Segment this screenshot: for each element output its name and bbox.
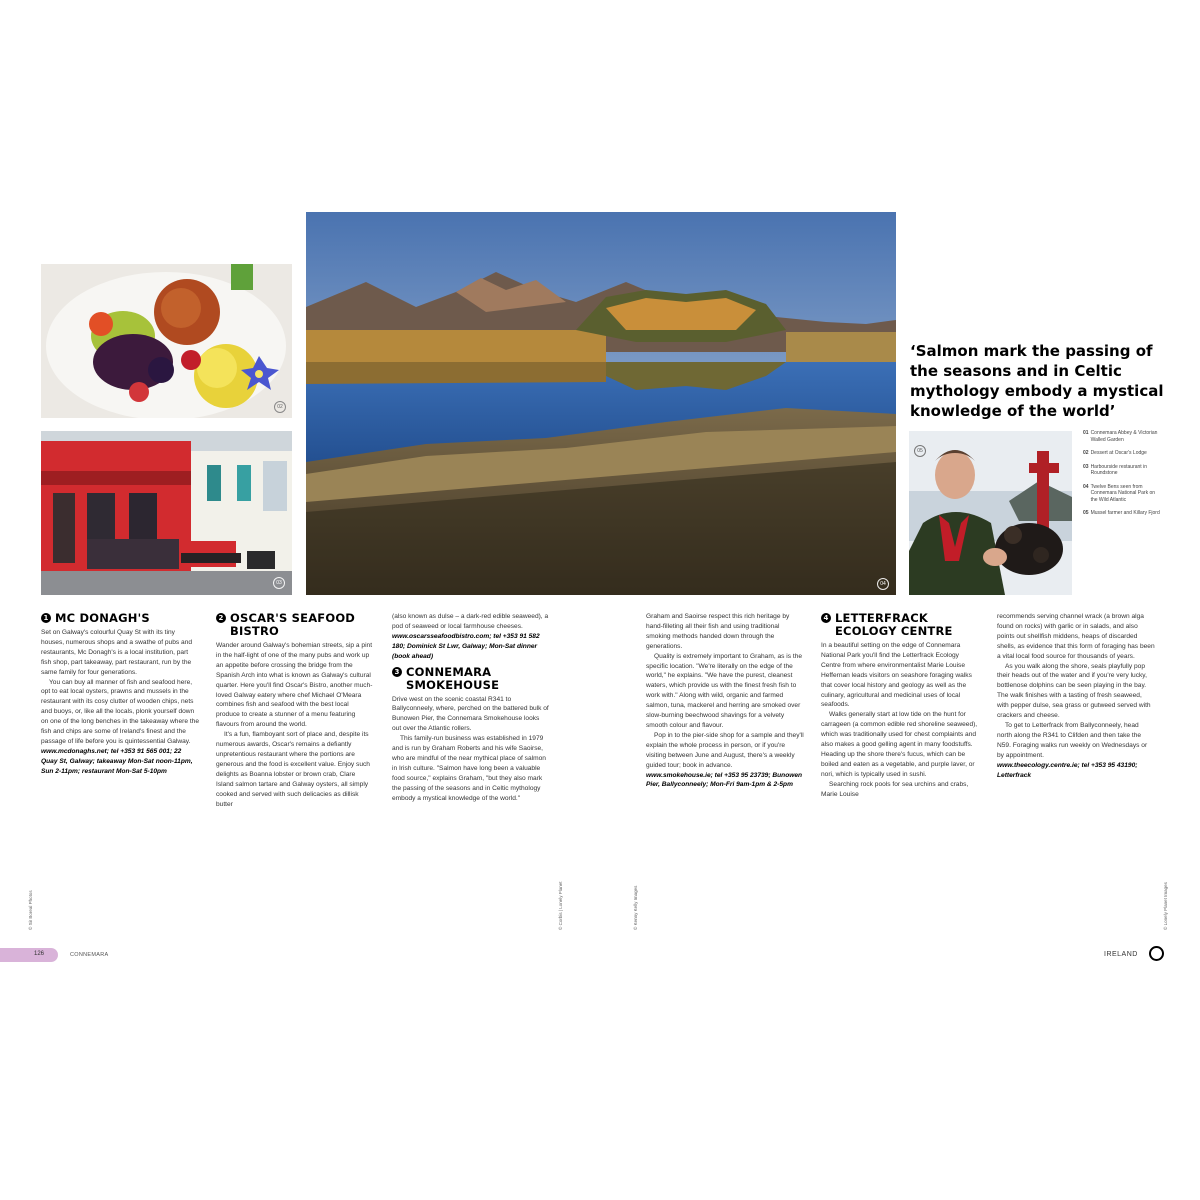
landscape-photo — [306, 212, 896, 595]
section-title: MC DONAGH'S — [55, 611, 150, 625]
mussel-farmer-photo — [909, 431, 1072, 595]
photo-credit: © Kenny Kelly Images — [633, 885, 638, 930]
column-4 — [646, 612, 804, 790]
page-number: 126 — [34, 951, 45, 957]
circle-icon — [1149, 946, 1164, 961]
column-5 — [821, 612, 979, 800]
restaurant-photo — [41, 431, 292, 595]
caption-item: 04 Twelve Bens seen from Connemara National Park on the Wild Atlantic — [1083, 483, 1156, 503]
body-paragraph: As you walk along the shore, seals playfully pop their heads out of the water and if you're very lucky, bottlenose dolphins can be seen playing in the bay. The walk finishes with a tasting of fresh seaweed, with pepper dulse, sea grass or gutweed served with crackers and cheese. — [997, 662, 1151, 720]
dessert-photo — [41, 264, 292, 418]
venue-info: www.mcdonaghs.net; tel +353 91 565 001; 22 Quay St, Galway; takeaway Mon-Sat noon-11pm, Sun 2-11pm; restaurant Mon-Sat 5-10pm — [41, 747, 193, 775]
section-number-icon: 4 — [821, 613, 831, 623]
body-paragraph: Quality is extremely important to Graham, as is the specific location. "We're literally on the edge of the world," he explains. "We have the purest, cleanest waters, which provide us with the finest fresh fish to work with." Along with wild, organic and farmed salmon, tuna, mackerel and herring are smoked over slow-burning beechwood shavings for a velvety smooth colour and flavour. — [646, 652, 803, 729]
caption-item: 03 Harbourside restaurant in Roundstone — [1083, 463, 1147, 476]
section-number-icon: 3 — [392, 667, 402, 677]
column-3 — [392, 612, 550, 804]
body-paragraph: Walks generally start at low tide on the hunt for carrageen (a common edible red shoreline seaweed), which was traditionally used for chest complaints and also makes a good gelling agent in many foodstuffs. Heading up the shore there's fucus, which can be boiled and eaten as a vegetable, and purple laver, or nori, which is typically used in sushi. — [821, 711, 978, 778]
section-number-icon: 2 — [216, 613, 226, 623]
body-paragraph: Pop in to the pier-side shop for a sample and they'll explain the whole process in person, or if you're visiting between June and August, there's a weekly guided tour; book in advance. — [646, 731, 804, 769]
photo-credit: © Sir Boreal Photos — [28, 890, 33, 930]
photo-captions — [1083, 430, 1163, 524]
section-title: OSCAR'S SEAFOOD BISTRO — [230, 611, 356, 638]
photo-credit: © Lonely Planet Images — [1163, 882, 1168, 930]
body-paragraph: In a beautiful setting on the edge of Connemara National Park you'll find the Letterfrack Ecology Centre from where environmentalist Marie Louise Heffernan leads visitors on seashore foraging walks that cover local history and geology as well as the culinary, agricultural and medicinal uses of local seafoods. — [821, 642, 972, 709]
body-paragraph: recommends serving channel wrack (a brown alga found on rocks) with garlic or in salads, and also points out shellfish middens, heaps of discarded shells, as evidence that this form of foraging has been a vital local food source for thousands of years. — [997, 613, 1155, 660]
body-paragraph: Drive west on the scenic coastal R341 to Ballyconneely, where, perched on the battered bulk of Bunowen Pier, the Connemara Smokehouse looks out over the Atlantic rollers. — [392, 695, 549, 733]
body-paragraph: Set on Galway's colourful Quay St with its tiny houses, numerous shops and a swathe of pubs and restaurants, Mc Donagh's is a local institution, part fish shop, part takeaway, part restaurant, run by the same family for four generations. — [41, 629, 193, 676]
caption-item: 02 Dessert at Oscar's Lodge — [1083, 450, 1147, 456]
photo-credit: © Corbis | Lonely Planet — [558, 881, 563, 930]
running-title: IRELAND — [1104, 951, 1138, 958]
running-section: CONNEMARA — [70, 952, 109, 958]
body-paragraph: Graham and Saoirse respect this rich heritage by hand-filleting all their fish and using traditional smoking methods handed down through the generations. — [646, 613, 790, 650]
photo-marker-landscape: 04 — [877, 578, 889, 590]
section-heading — [216, 612, 374, 638]
section-heading — [821, 612, 979, 638]
photo-marker-man: 05 — [914, 445, 926, 457]
pull-quote: ‘Salmon mark the passing of the seasons and in Celtic mythology embody a mystical knowledge of the world’ — [910, 342, 1164, 420]
column-2 — [216, 612, 374, 809]
photo-marker-dessert: 02 — [274, 401, 286, 413]
section-heading — [392, 666, 550, 692]
body-paragraph: It's a fun, flamboyant sort of place and, despite its numerous awards, Oscar's remains a defiantly unpretentious restaurant where the portions are generous and the food is excellent value. Enjoy such delights as Boanna lobster or brown crab, Clare Island salmon tartare and Galway oysters, all simply cooked and served with such delicacies as dillisk butter — [216, 731, 370, 808]
section-number-icon: 1 — [41, 613, 51, 623]
section-heading — [41, 612, 199, 625]
venue-info: www.oscarsseafoodbistro.com; tel +353 91 582 180; Dominick St Lwr, Galway; Mon-Sat dinner (book ahead) — [392, 632, 540, 660]
section-title: LETTERFRACK ECOLOGY CENTRE — [835, 611, 953, 638]
body-paragraph: Searching rock pools for sea urchins and crabs, Marie Louise — [821, 780, 969, 798]
body-paragraph: (also known as dulse – a dark-red edible seaweed), a pod of seaweed or local farmhouse cheeses. — [392, 613, 549, 630]
body-paragraph: To get to Letterfrack from Ballyconneely, head north along the R341 to Clifden and then take the N59. Foraging walks run weekly on Wednesdays or by appointment. — [997, 721, 1148, 759]
photo-marker-restaurant: 03 — [273, 577, 285, 589]
body-paragraph: Wander around Galway's bohemian streets, sip a pint in the half-light of one of the many pubs and work up an appetite before crossing the bridge from the Spanish Arch into what is known as Galway's cultural quarter. Here you'll find Oscar's Bistro, another much-loved Galway eatery where chef Michael O'Meara combines fish and seafood with the best local produce to create a stunner of a menu featuring flavours from around the world. — [216, 642, 373, 729]
body-paragraph: This family-run business was established in 1979 and is run by Graham Roberts and his wife Saoirse, who are mindful of the near mythical place of salmon in Irish culture. "Salmon have long been a valuable food source," explains Graham, "but they also mark the passing of the seasons and in Celtic mythology embody a mystical knowledge of the world." — [392, 735, 546, 802]
caption-item: 01 Connemara Abbey & Victorian Walled Garden — [1083, 430, 1158, 443]
venue-info: www.theecology.centre.ie; tel +353 95 43190; Letterfrack — [997, 761, 1138, 779]
section-title: CONNEMARA SMOKEHOUSE — [406, 664, 500, 692]
caption-item: 05 Mussel farmer and Killary Fjord — [1083, 510, 1160, 516]
folio-tab — [0, 948, 58, 962]
column-1 — [41, 612, 199, 777]
column-6 — [997, 612, 1155, 780]
venue-info: www.smokehouse.ie; tel +353 95 23739; Bunowen Pier, Ballyconneely; Mon-Fri 9am-1pm & 2-5pm — [646, 771, 803, 789]
body-paragraph: You can buy all manner of fish and seafood here, opt to eat local oysters, prawns and mussels in the restaurant with its cosy clutter of wooden chips, nets and buoys, or, like all the locals, plonk yourself down on one of the long benches in the takeaway where the fish and chips are some of Ireland's finest and the passage of life before you is quintessential Galway. — [41, 678, 199, 745]
